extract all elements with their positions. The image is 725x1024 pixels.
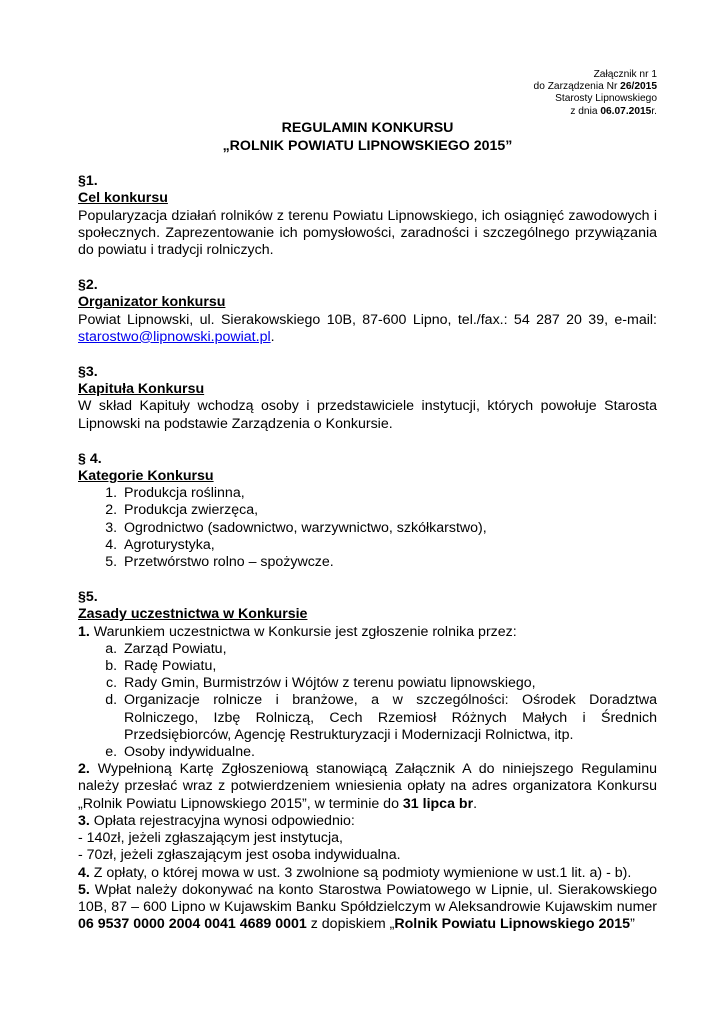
point-number: 1. bbox=[78, 623, 90, 640]
attachment-line-2-number: 26/2015 bbox=[620, 81, 657, 93]
section-5-point-4 bbox=[78, 865, 657, 882]
section-2-heading: Organizator konkursu bbox=[78, 294, 226, 311]
submitter-item: b. Radę Powiatu, bbox=[121, 658, 657, 675]
point-text: Wypełnioną Kartę Zgłoszeniową stanowiącą Załącznik A do niniejszego Regulaminu należy przesłać wraz z potwierdzeniem wniesienia opłaty na adres organizatora Konkursu „Rolnik Powiatu Lipnowskiego 2015”, w terminie do bbox=[78, 761, 657, 812]
point-end: . bbox=[473, 795, 478, 812]
submitter-item: c. Rady Gmin, Burmistrzów i Wójtów z terenu powiatu lipnowskiego, bbox=[121, 675, 657, 692]
point-number: 3. bbox=[78, 812, 90, 829]
document-page bbox=[78, 69, 657, 933]
section-5-point-5 bbox=[78, 882, 657, 934]
fee-individual: - 70zł, jeżeli zgłaszającym jest osoba indywidualna. bbox=[78, 847, 401, 864]
section-3-text: W skład Kapituły wchodzą osoby i przedstawiciele instytucji, których powołuje Starosta Lipnowski na podstawie Zarządzenia o Konkursie. bbox=[78, 398, 657, 432]
category-item: 1. Produkcja roślinna, bbox=[121, 485, 657, 502]
section-2-text bbox=[78, 312, 657, 346]
point-text: Z opłaty, o której mowa w ust. 3 zwolnione są podmioty wymienione w ust.1 lit. a) - b). bbox=[89, 864, 632, 881]
quote-close: ” bbox=[630, 916, 635, 933]
attachment-line-2-prefix: do Zarządzenia Nr bbox=[533, 81, 621, 93]
email-link[interactable]: starostwo@lipnowski.powiat.pl bbox=[78, 328, 271, 345]
section-1-number: §1. bbox=[78, 173, 98, 190]
section-4 bbox=[78, 451, 657, 571]
title-line-1: REGULAMIN KONKURSU bbox=[281, 120, 454, 136]
section-2-address: Powiat Lipnowski, ul. Sierakowskiego 10B, 87-600 Lipno, tel./fax.: 54 287 20 39, e-mail: bbox=[78, 311, 657, 328]
point-text: Warunkiem uczestnictwa w Konkursie jest zgłoszenie rolnika przez: bbox=[89, 623, 517, 640]
point-number: 4. bbox=[78, 864, 90, 881]
section-3-heading: Kapituła Konkursu bbox=[78, 381, 205, 398]
section-5-point-3 bbox=[78, 813, 657, 830]
point-number: 2. bbox=[78, 761, 90, 778]
submitter-item: d. Organizacje rolnicze i branżowe, a w szczególności: Ośrodek Doradztwa Rolniczego, Izbę Rolniczą, Cech Rzemiosł Różnych Małych i Średnich Przedsiębiorców, Agencję Restrukturyzacji i Modernizacji Rolnictwa, itp. bbox=[121, 692, 657, 744]
attachment-line-4-suffix: r. bbox=[651, 105, 657, 117]
category-list bbox=[78, 485, 657, 571]
section-5-heading: Zasady uczestnictwa w Konkursie bbox=[78, 606, 308, 623]
section-5-number: §5. bbox=[78, 589, 98, 606]
section-2-number: §2. bbox=[78, 277, 98, 294]
submitter-item: e. Osoby indywidualne. bbox=[121, 744, 657, 761]
section-5-point-2 bbox=[78, 761, 657, 813]
attachment-line-1: Załącznik nr 1 bbox=[593, 69, 657, 80]
category-item: 4. Agroturystyka, bbox=[121, 537, 657, 554]
submitter-list bbox=[78, 641, 657, 761]
point-text: Wpłat należy dokonywać na konto Starostwa Powiatowego w Lipnie, ul. Sierakowskiego 10B, 87 – 600 Lipno w Kujawskim Banku Spółdzielczym w Aleksandrowie Kujawskim numer bbox=[78, 881, 657, 915]
section-1-text: Popularyzacja działań rolników z terenu Powiatu Lipnowskiego, ich osiągnięć zawodowych i społecznych. Zaprezentowanie ich pomysłowości, zaradności i szczególnego przywiązania do powiatu i tradycji rolniczych. bbox=[78, 207, 657, 258]
category-item: 3. Ogrodnictwo (sadownictwo, warzywnictwo, szkółkarstwo), bbox=[121, 520, 657, 537]
fee-institution: - 140zł, jeżeli zgłaszającym jest instytucja, bbox=[78, 830, 343, 847]
category-item: 5. Przetwórstwo rolno – spożywcze. bbox=[121, 554, 657, 571]
attachment-line-3: Starosty Lipnowskiego bbox=[555, 93, 657, 105]
title-line-2: „ROLNIK POWIATU LIPNOWSKIEGO 2015” bbox=[222, 137, 513, 154]
attachment-line-4-prefix: z dnia bbox=[570, 105, 601, 117]
category-item: 2. Produkcja zwierzęca, bbox=[121, 502, 657, 519]
point-number: 5. bbox=[78, 881, 90, 898]
quote-open: „ bbox=[389, 916, 395, 933]
submitter-item: a. Zarząd Powiatu, bbox=[121, 641, 657, 658]
payment-reference: Rolnik Powiatu Lipnowskiego 2015 bbox=[394, 916, 631, 933]
section-4-heading: Kategorie Konkursu bbox=[78, 468, 214, 485]
section-1 bbox=[78, 173, 657, 259]
bank-account-number: 06 9537 0000 2004 0041 4689 0001 bbox=[78, 916, 307, 933]
section-1-heading: Cel konkursu bbox=[78, 190, 168, 207]
section-2-period: . bbox=[270, 328, 275, 345]
attachment-line-4-date: 06.07.2015 bbox=[600, 105, 652, 117]
document-title bbox=[78, 120, 657, 155]
section-3-number: §3. bbox=[78, 364, 98, 381]
section-5 bbox=[78, 589, 657, 933]
section-3 bbox=[78, 364, 657, 433]
section-4-number: § 4. bbox=[78, 450, 102, 467]
section-2 bbox=[78, 277, 657, 346]
deadline: 31 lipca br bbox=[402, 795, 474, 812]
point-text: Opłata rejestracyjna wynosi odpowiednio: bbox=[89, 812, 355, 829]
point-text-after: z dopiskiem bbox=[306, 916, 390, 933]
section-5-point-1 bbox=[78, 624, 657, 641]
